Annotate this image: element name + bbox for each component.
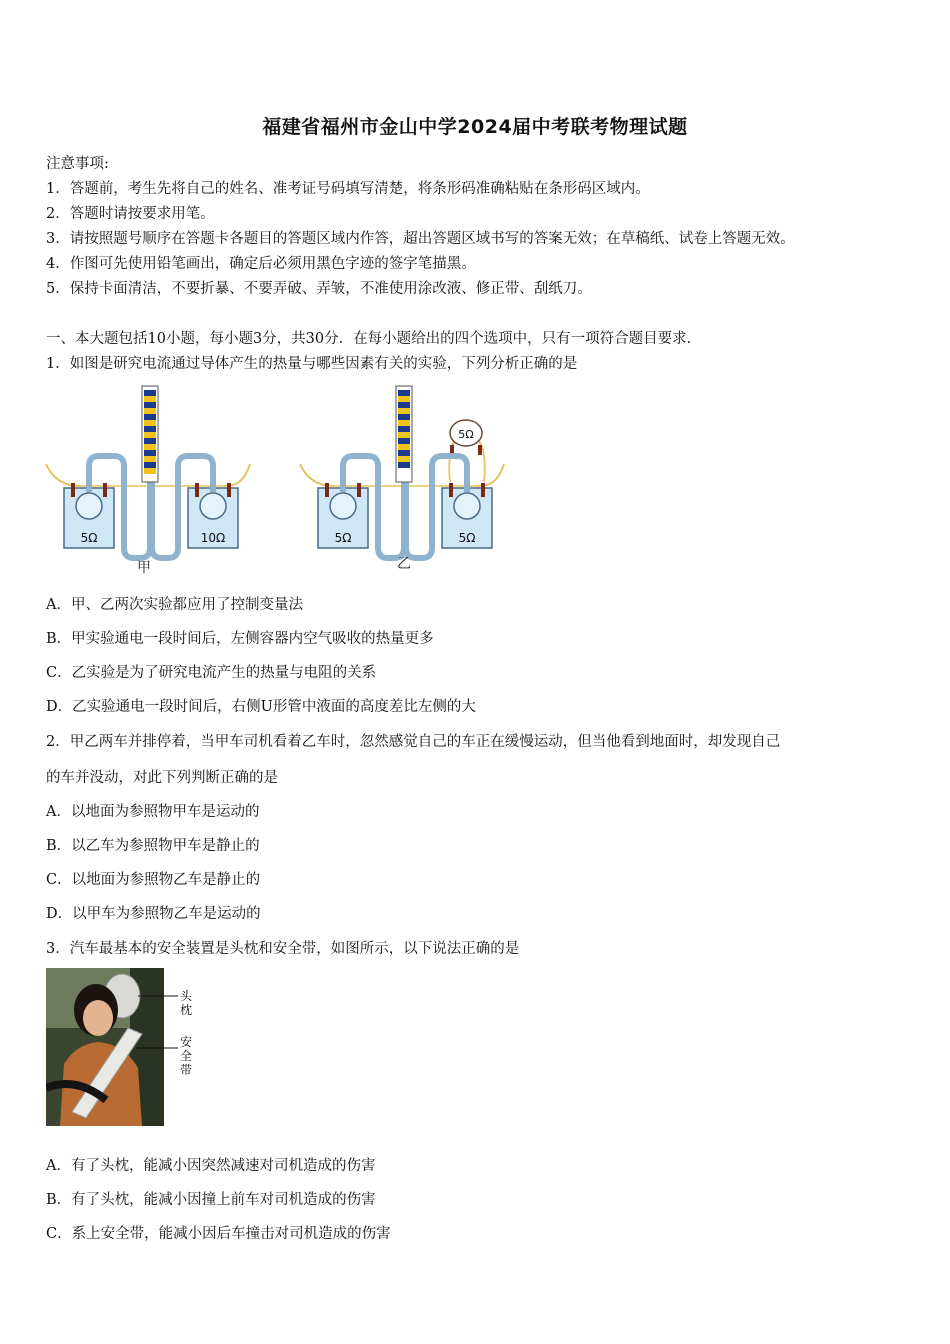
question-1-option-a: A．甲、乙两次实验都应用了控制变量法 [46, 597, 303, 613]
figure-right-caption: 乙 [397, 556, 411, 572]
question-1-figure [44, 382, 514, 577]
notice-heading: 注意事项: [46, 156, 109, 172]
question-3-figure [46, 968, 196, 1128]
notice-item-5: 5．保持卡面清洁，不要折暴、不要弄破、弄皱，不准使用涂改液、修正带、刮纸刀。 [46, 281, 592, 297]
question-2-stem-line-1: 2．甲乙两车并排停着，当甲车司机看着乙车时，忽然感觉自己的车正在缓慢运动，但当他看到地面时，却发现自己 [46, 734, 781, 750]
question-2-option-b: B．以乙车为参照物甲车是静止的 [46, 838, 260, 854]
notice-item-4: 4．作图可先使用铅笔画出，确定后必须用黑色字迹的签字笔描黑。 [46, 256, 476, 272]
page-title: 福建省福州市金山中学2024届中考联考物理试题 [262, 116, 688, 138]
figure-left-resistor-2: 10Ω [200, 531, 226, 545]
notice-item-3: 3．请按照题号顺序在答题卡各题目的答题区域内作答，超出答题区域书写的答案无效；在草稿纸、试卷上答题无效。 [46, 231, 795, 247]
figure-left-apparatus [46, 386, 250, 576]
question-2-stem-line-2: 的车并没动，对此下列判断正确的是 [46, 770, 278, 786]
question-2-option-d: D．以甲车为参照物乙车是运动的 [46, 906, 261, 922]
question-3-option-b: B．有了头枕，能减小因撞上前车对司机造成的伤害 [46, 1192, 376, 1208]
seatbelt-label: 安 全 带 [180, 1035, 193, 1077]
figure-left-caption: 甲 [137, 560, 151, 576]
question-1-option-b: B．甲实验通电一段时间后，左侧容器内空气吸收的热量更多 [46, 631, 434, 647]
figure-right-resistor-2: 5Ω [458, 531, 476, 545]
figure-right-apparatus [300, 386, 504, 572]
figure-left-resistor-1: 5Ω [80, 531, 98, 545]
section-heading: 一、本大题包括10小题，每小题3分，共30分．在每小题给出的四个选项中，只有一项符合题目要求． [46, 331, 702, 347]
question-1-stem: 1．如图是研究电流通过导体产生的热量与哪些因素有关的实验，下列分析正确的是 [46, 356, 578, 372]
headrest-label: 头 枕 [180, 989, 193, 1017]
question-3-option-c: C．系上安全带，能减小因后车撞击对司机造成的伤害 [46, 1226, 391, 1242]
notice-item-1: 1．答题前，考生先将自己的姓名、准考证号码填写清楚，将条形码准确粘贴在条形码区域内。 [46, 181, 650, 197]
question-2-option-a: A．以地面为参照物甲车是运动的 [46, 804, 260, 820]
question-3-option-a: A．有了头枕，能减小因突然减速对司机造成的伤害 [46, 1158, 376, 1174]
notice-item-2: 2．答题时请按要求用笔。 [46, 206, 215, 222]
figure-right-resistor-1: 5Ω [334, 531, 352, 545]
question-1-option-c: C．乙实验是为了研究电流产生的热量与电阻的关系 [46, 665, 377, 681]
question-1-option-d: D．乙实验通电一段时间后，右侧U形管中液面的高度差比左侧的大 [46, 699, 476, 715]
figure-right-resistor-3: 5Ω [458, 428, 474, 441]
question-3-stem: 3．汽车最基本的安全装置是头枕和安全带，如图所示，以下说法正确的是 [46, 941, 520, 957]
question-2-option-c: C．以地面为参照物乙车是静止的 [46, 872, 261, 888]
